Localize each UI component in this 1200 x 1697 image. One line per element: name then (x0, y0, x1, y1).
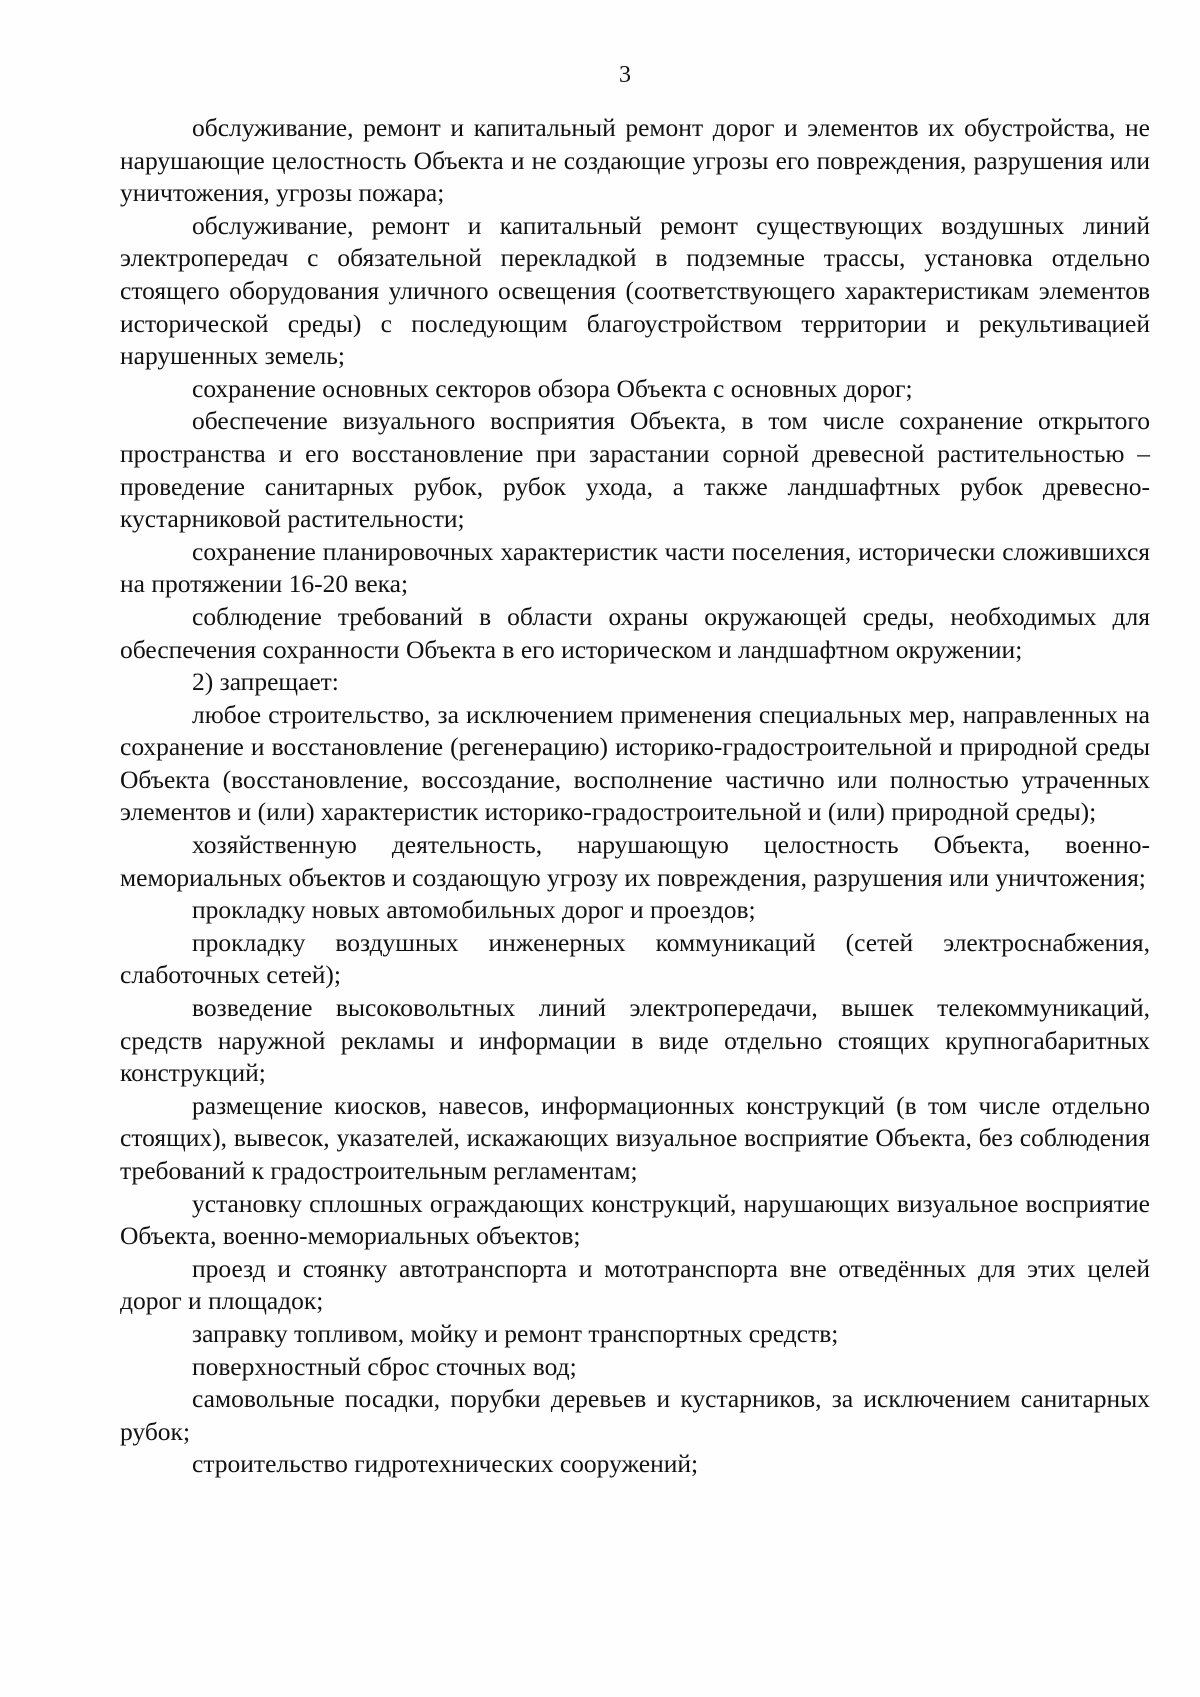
paragraph: обеспечение визуального восприятия Объекта, в том числе сохранение открытого пространства и его восстановление при зарастании сорной древесной растительностью – проведение санитарных рубок, рубок ухода, а также ландшафтных рубок древесно-кустарниковой растительности; (120, 406, 1150, 534)
page-number: 3 (619, 62, 631, 88)
document-body (120, 112, 1150, 1481)
paragraph: поверхностный сброс сточных вод; (192, 1351, 577, 1381)
list-heading: 2) запрещает: (192, 667, 339, 697)
paragraph: хозяйственную деятельность, нарушающую целостность Объекта, военно-мемориальных объектов и создающую угрозу их повреждения, разрушения или уничтожения; (120, 830, 1150, 892)
paragraph: соблюдение требований в области охраны окружающей среды, необходимых для обеспечения сохранности Объекта в его историческом и ландшафтном окружении; (120, 601, 1150, 664)
paragraph: заправку топливом, мойку и ремонт транспортных средств; (192, 1318, 839, 1348)
paragraph: сохранение основных секторов обзора Объекта с основных дорог; (192, 373, 913, 403)
paragraph: установку сплошных ограждающих конструкций, нарушающих визуальное восприятие Объекта, военно-мемориальных объектов; (120, 1188, 1150, 1251)
paragraph: сохранение планировочных характеристик части поселения, исторически сложившихся на протяжении 16-20 века; (120, 536, 1150, 599)
paragraph: обслуживание, ремонт и капитальный ремонт дорог и элементов их обустройства, не нарушающие целостность Объекта и не создающие угрозы его повреждения, разрушения или уничтожения, угрозы пожара; (120, 113, 1150, 208)
paragraph: размещение киосков, навесов, информационных конструкций (в том числе отдельно стоящих), вывесок, указателей, искажающих визуальное восприятие Объекта, без соблюдения требований к градостроительным регламентам; (120, 1090, 1150, 1185)
paragraph: возведение высоковольтных линий электропередачи, вышек телекоммуникаций, средств наружной рекламы и информации в виде отдельно стоящих крупногабаритных конструкций; (120, 993, 1150, 1088)
paragraph: проезд и стоянку автотранспорта и мототранспорта вне отведённых для этих целей дорог и площадок; (120, 1253, 1150, 1316)
paragraph: строительство гидротехнических сооружений; (192, 1449, 699, 1479)
paragraph: любое строительство, за исключением применения специальных мер, направленных на сохранение и восстановление (регенерацию) историко-градостроительной и природной среды Объекта (восстановление, воссоздание, восполнение частично или полностью утраченных элементов и (или) характеристик историко-градостроительной и (или) природной среды); (120, 699, 1150, 827)
paragraph: прокладку новых автомобильных дорог и проездов; (192, 895, 756, 925)
paragraph: обслуживание, ремонт и капитальный ремонт существующих воздушных линий электропередач с обязательной перекладкой в подземные трассы, установка отдельно стоящего оборудования уличного освещения (соответствующего характеристикам элементов исторической среды) с последующим благоустройством территории и рекультивацией нарушенных земель; (120, 210, 1150, 371)
paragraph: прокладку воздушных инженерных коммуникаций (сетей электроснабжения, слаботочных сетей); (120, 927, 1150, 990)
paragraph: самовольные посадки, порубки деревьев и кустарников, за исключением санитарных рубок; (120, 1384, 1150, 1446)
